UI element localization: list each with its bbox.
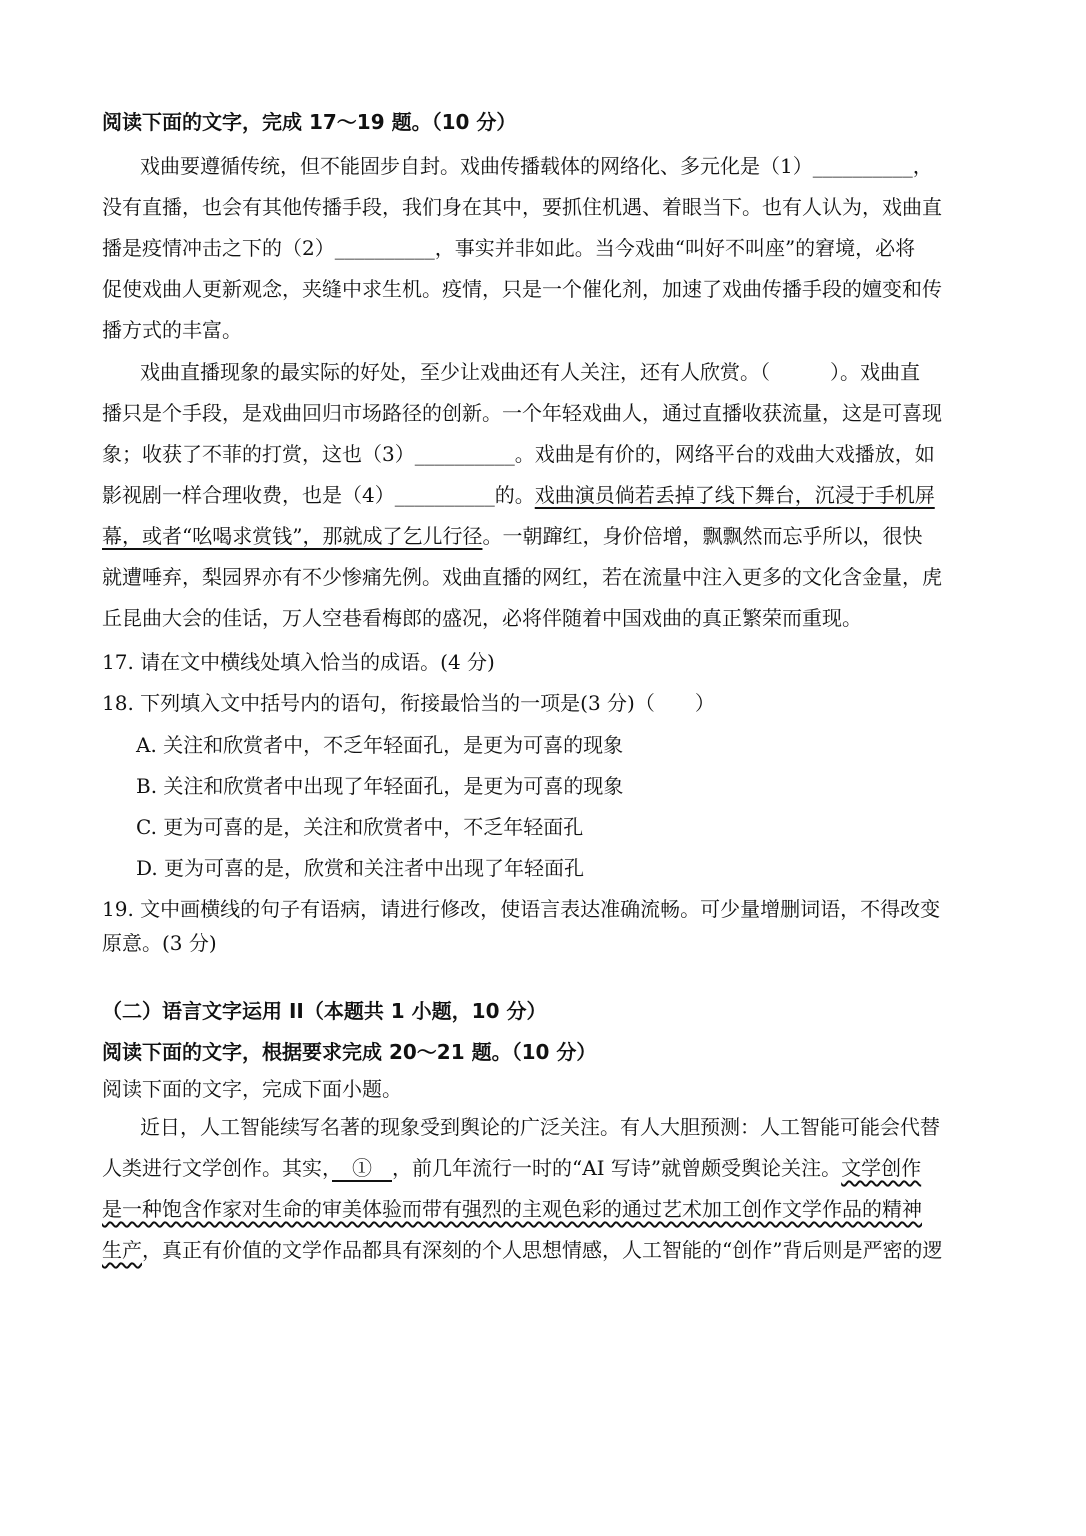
blank-1: ① (332, 1156, 392, 1180)
passage2-line3 (102, 1195, 922, 1223)
passage1-para1-line2: 没有直播，也会有其他传播手段，我们身在其中，要抓住机遇、着眼当下。也有人认为，戏曲直 (102, 195, 942, 219)
option-b: B. 关注和欣赏者中出现了年轻面孔，是更为可喜的现象 (136, 774, 624, 798)
passage1-para2-line6: 就遭唾弃，梨园界亦有不少惨痛先例。戏曲直播的网红，若在流量中注入更多的文化含金量，虎 (102, 565, 942, 589)
section2-instruction: 阅读下面的文字，根据要求完成 20～21 题。（10 分） (102, 1040, 597, 1064)
passage1-para2-line1: 戏曲直播现象的最实际的好处，至少让戏曲还有人关注，还有人欣赏。（ ）。戏曲直 (140, 360, 920, 384)
passage1-para2-line5 (102, 522, 922, 550)
passage2-line2-start: 人类进行文学创作。其实， (102, 1156, 332, 1180)
option-c: C. 更为可喜的是，关注和欣赏者中，不乏年轻面孔 (136, 815, 584, 839)
passage1-para2-line4 (102, 481, 935, 509)
underlined-sentence-part1: 戏曲演员倘若丢掉了线下舞台，沉浸于手机屏 (534, 483, 935, 507)
section1-instruction: 阅读下面的文字，完成 17～19 题。（10 分） (102, 110, 517, 134)
question-18: 18. 下列填入文中括号内的语句，衔接最恰当的一项是(3 分)（ ） (102, 691, 715, 715)
passage2-line1: 近日，人工智能续写名著的现象受到舆论的广泛关注。有人大胆预测：人工智能可能会代替 (140, 1115, 940, 1139)
passage2-line4 (102, 1236, 942, 1264)
option-a: A. 关注和欣赏者中，不乏年轻面孔，是更为可喜的现象 (136, 733, 624, 757)
passage2-line2 (102, 1154, 921, 1182)
passage1-para2-line2: 播只是个手段，是戏曲回归市场路径的创新。一个年轻戏曲人，通过直播收获流量，这是可喜现 (102, 401, 942, 425)
para2-line5-text: 。一朝蹿红，身价倍增，飘飘然而忘乎所以，很快 (482, 524, 923, 548)
passage1-para2-line7: 丘昆曲大会的佳话，万人空巷看梅郎的盛况，必将伴随着中国戏曲的真正繁荣而重现。 (102, 606, 862, 630)
passage1-para1-line1: 戏曲要遵循传统，但不能固步自封。戏曲传播载体的网络化、多元化是（1）__________， (140, 154, 933, 178)
section2-sub-instruction: 阅读下面的文字，完成下面小题。 (102, 1077, 402, 1101)
option-d: D. 更为可喜的是，欣赏和关注者中出现了年轻面孔 (136, 856, 585, 880)
section2-heading: （二）语言文字运用 II（本题共 1 小题，10 分） (102, 999, 547, 1023)
wavy-sentence-part3: 生产 (102, 1238, 142, 1262)
wavy-sentence-part2: 是一种饱含作家对生命的审美体验而带有强烈的主观色彩的通过艺术加工创作文学作品的精神 (102, 1197, 922, 1221)
passage1-para1-line4: 促使戏曲人更新观念，夹缝中求生机。疫情，只是一个催化剂，加速了戏曲传播手段的嬗变和传 (102, 277, 942, 301)
passage1-para1-line5: 播方式的丰富。 (102, 318, 242, 342)
question-19-line2: 原意。(3 分) (102, 931, 217, 955)
passage1-para1-line3: 播是疫情冲击之下的（2）__________，事实并非如此。当今戏曲“叫好不叫座”的窘境，必将 (102, 236, 916, 260)
passage2-line2-mid: ，前几年流行一时的“AI 写诗”就曾颇受舆论关注。 (392, 1156, 842, 1180)
question-17: 17. 请在文中横线处填入恰当的成语。(4 分) (102, 650, 495, 674)
passage2-line4-rest: ，真正有价值的文学作品都具有深刻的个人思想情感，人工智能的“创作”背后则是严密的逻 (142, 1238, 943, 1262)
wavy-sentence-part1: 文学创作 (841, 1156, 922, 1180)
underlined-sentence-part2: 幕，或者“吆喝求赏钱”，那就成了乞儿行径 (102, 524, 483, 548)
passage1-para2-line3: 象；收获了不菲的打赏，这也（3）__________。戏曲是有价的，网络平台的戏曲大戏播放，如 (102, 442, 935, 466)
question-19-line1: 19. 文中画横线的句子有语病，请进行修改，使语言表达准确流畅。可少量增删词语，不得改变 (102, 897, 941, 921)
para2-line4-text: 影视剧一样合理收费，也是（4）__________的。 (102, 483, 535, 507)
